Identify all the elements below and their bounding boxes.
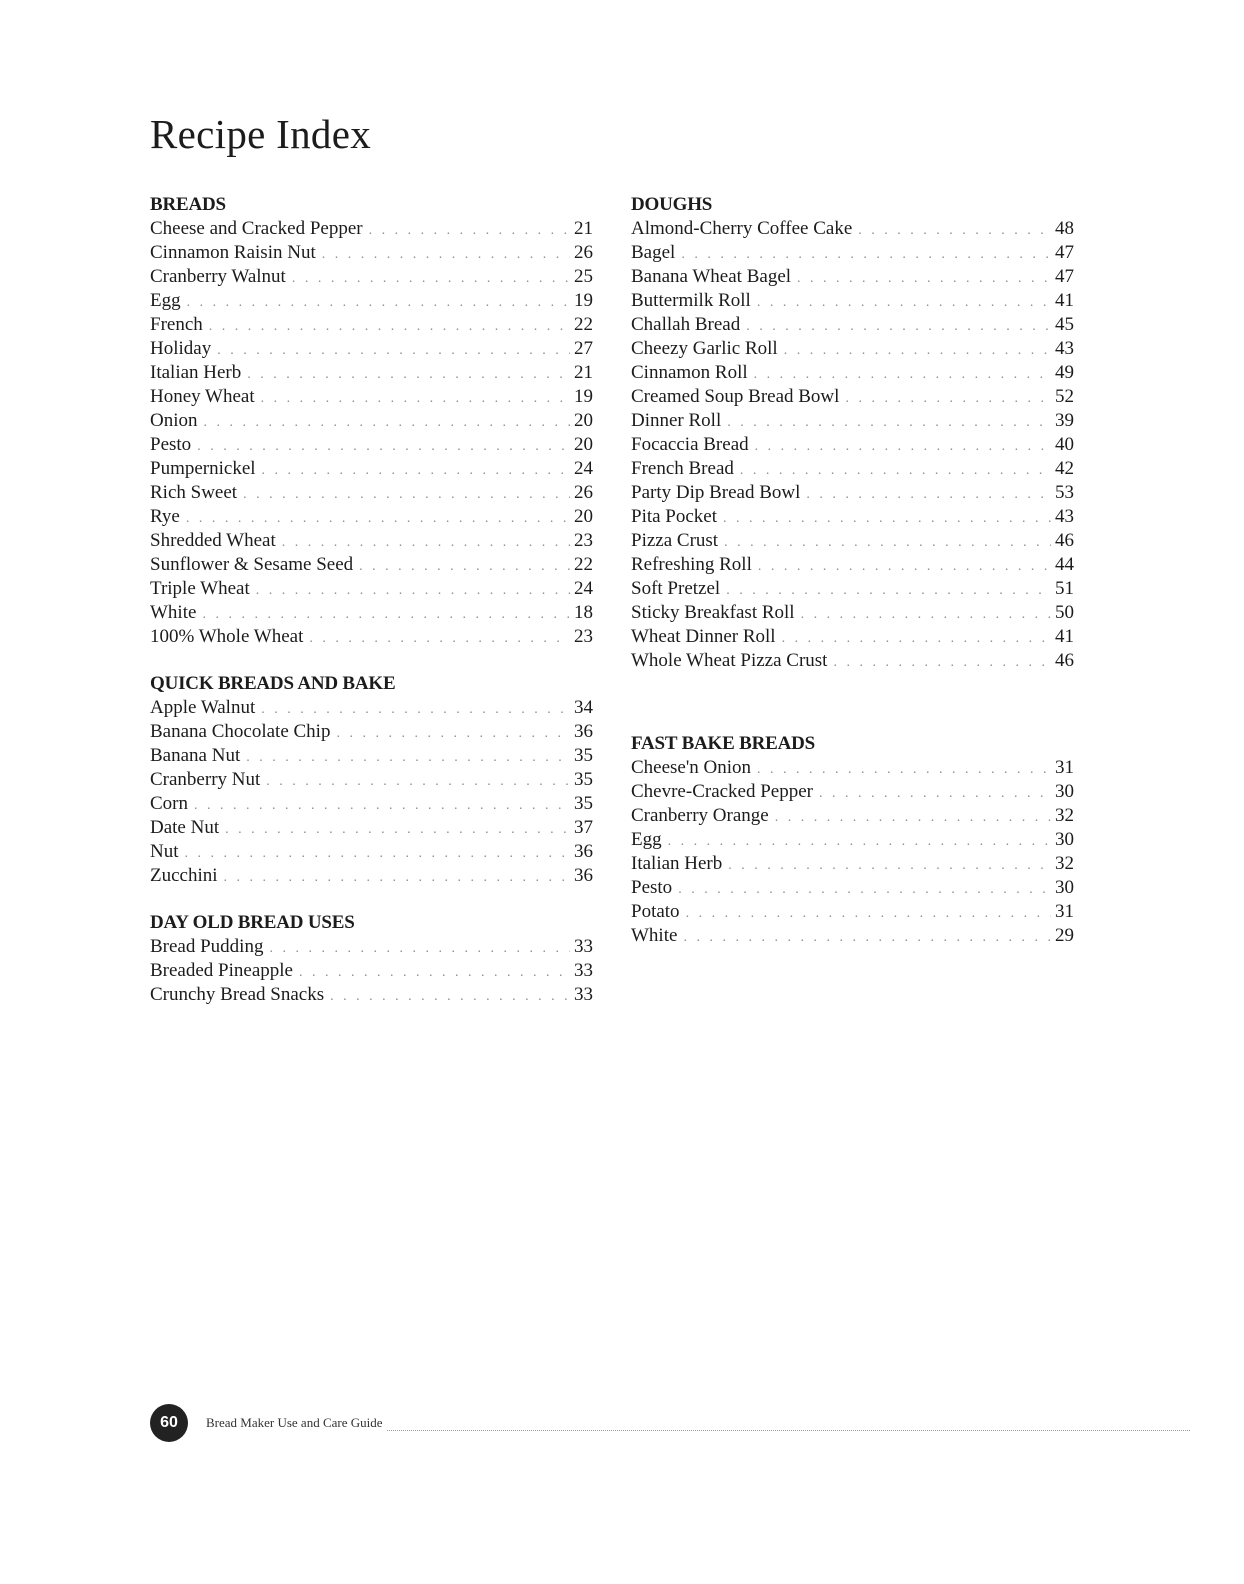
page-number: 53 [1055,482,1074,503]
page-number-badge: 60 [150,1404,188,1442]
index-entry [631,756,1074,780]
dot-leader [322,243,570,267]
recipe-name: Almond-Cherry Coffee Cake [631,218,853,239]
page-title: Recipe Index [150,111,372,157]
dot-leader [784,339,1051,363]
recipe-name: Potato [631,901,680,922]
page-number: 35 [574,745,593,766]
recipe-name: Sticky Breakfast Roll [631,602,795,623]
page-number: 33 [574,984,593,1005]
dot-leader [224,866,570,890]
dot-leader [282,531,570,555]
dot-leader [247,363,570,387]
page-number: 24 [574,578,593,599]
index-entry [631,313,1074,337]
index-entry [631,553,1074,577]
recipe-name: Date Nut [150,817,220,838]
index-entry [631,217,1074,241]
recipe-name: Bagel [631,242,676,263]
section-heading: FAST BAKE BREADS [631,733,816,754]
recipe-name: Focaccia Bread [631,434,749,455]
dot-leader [806,483,1051,507]
page-number: 21 [574,218,593,239]
dot-leader [246,746,570,770]
guide-title: Bread Maker Use and Care Guide [206,1415,383,1430]
recipe-name: Egg [150,290,181,311]
page-number: 24 [574,458,593,479]
index-entry [631,289,1074,313]
index-entry [631,481,1074,505]
page-number: 36 [574,841,593,862]
page-number: 46 [1055,530,1074,551]
page-number: 33 [574,960,593,981]
page-number: 19 [574,290,593,311]
dot-leader [225,818,570,842]
dot-leader [243,483,570,507]
dot-leader [819,782,1051,806]
entry-list [631,756,1074,948]
index-entry [150,337,593,361]
recipe-name: Apple Walnut [150,697,256,718]
dot-leader [782,627,1051,651]
dot-leader [797,267,1051,291]
recipe-name: Whole Wheat Pizza Crust [631,650,828,671]
index-entry [631,457,1074,481]
index-entry [631,852,1074,876]
index-entry [150,289,593,313]
recipe-name: Breaded Pineapple [150,960,293,981]
index-entry [150,959,593,983]
recipe-name: Party Dip Bread Bowl [631,482,801,503]
page-number: 49 [1055,362,1074,383]
entry-list [150,696,593,888]
page-number: 23 [574,530,593,551]
recipe-name: Pizza Crust [631,530,719,551]
page-number: 26 [574,242,593,263]
section-doughs [631,193,1074,673]
recipe-name: Cheese'n Onion [631,757,752,778]
dot-leader [261,387,570,411]
index-entry [631,505,1074,529]
recipe-name: Wheat Dinner Roll [631,626,776,647]
dot-leader [668,830,1051,854]
index-entry [150,433,593,457]
section-gap [631,696,1074,732]
page-number: 37 [574,817,593,838]
index-entry [150,935,593,959]
dot-leader [724,531,1051,555]
page-number: 32 [1055,805,1074,826]
index-entry [150,983,593,1007]
section-heading: DOUGHS [631,194,713,215]
page-number: 19 [574,386,593,407]
index-entry [631,924,1074,948]
section-breads [150,193,593,649]
page-number: 50 [1055,602,1074,623]
index-entry [150,744,593,768]
page-number: 36 [574,865,593,886]
page-number: 42 [1055,458,1074,479]
dot-leader [194,794,570,818]
dot-leader [336,722,570,746]
page-number: 25 [574,266,593,287]
page-number: 41 [1055,290,1074,311]
page-number: 35 [574,793,593,814]
page-number: 41 [1055,626,1074,647]
page-number: 22 [574,554,593,575]
dot-leader [197,435,570,459]
dot-leader [728,854,1051,878]
page-number: 52 [1055,386,1074,407]
dot-leader [727,411,1051,435]
page-footer [150,1404,1190,1442]
dot-leader [292,267,570,291]
index-entry [150,265,593,289]
dot-leader [740,459,1051,483]
index-entry [631,433,1074,457]
entry-list [150,217,593,649]
index-entry [631,361,1074,385]
recipe-name: Italian Herb [631,853,723,874]
index-entry [150,840,593,864]
page-number: 35 [574,769,593,790]
index-entry [150,816,593,840]
section-fast-bake-breads [631,732,1074,948]
page-number: 39 [1055,410,1074,431]
index-entry [631,828,1074,852]
dot-leader [256,579,570,603]
page-number: 22 [574,314,593,335]
dot-leader [204,411,571,435]
recipe-name: French Bread [631,458,734,479]
recipe-name: Pita Pocket [631,506,718,527]
index-entry [631,900,1074,924]
recipe-name: Banana Nut [150,745,241,766]
page-number: 46 [1055,650,1074,671]
index-entry [631,265,1074,289]
index-entry [631,409,1074,433]
index-entry [631,241,1074,265]
index-entry [631,577,1074,601]
recipe-name: Creamed Soup Bread Bowl [631,386,840,407]
section-heading: BREADS [150,194,226,215]
page-number: 44 [1055,554,1074,575]
index-entry [631,804,1074,828]
dot-leader [330,985,570,1009]
recipe-name: French [150,314,203,335]
dot-leader [269,937,570,961]
page-number: 33 [574,936,593,957]
page-number: 34 [574,697,593,718]
recipe-name: Dinner Roll [631,410,722,431]
recipe-name: Cinnamon Roll [631,362,748,383]
recipe-name: White [150,602,197,623]
dot-leader [185,842,571,866]
recipe-name: Banana Wheat Bagel [631,266,792,287]
page-number: 43 [1055,506,1074,527]
index-entry [150,720,593,744]
recipe-name: Chevre-Cracked Pepper [631,781,814,802]
page-number: 29 [1055,925,1074,946]
dot-leader [309,627,570,651]
recipe-name: Cheezy Garlic Roll [631,338,778,359]
recipe-name: Refreshing Roll [631,554,752,575]
index-entry [150,577,593,601]
dot-leader [262,459,570,483]
recipe-name: Rye [150,506,180,527]
dot-leader [758,555,1051,579]
index-entry [150,864,593,888]
recipe-name: Zucchini [150,865,218,886]
page-number: 26 [574,482,593,503]
dot-leader [757,758,1051,782]
index-entry [150,385,593,409]
recipe-name: Pesto [631,877,673,898]
dot-leader [775,806,1051,830]
dot-leader [686,902,1051,926]
page-number: 45 [1055,314,1074,335]
recipe-name: Cranberry Walnut [150,266,286,287]
index-entry [631,876,1074,900]
index-entry [150,768,593,792]
index-entry [631,385,1074,409]
dot-leader [266,770,570,794]
dot-leader [369,219,570,243]
section-quick-breads-and-bake [150,672,593,888]
index-entry [150,696,593,720]
index-entry [631,625,1074,649]
index-entry [631,649,1074,673]
index-entry [150,217,593,241]
page-number: 47 [1055,242,1074,263]
dot-leader [858,219,1051,243]
page-number: 30 [1055,829,1074,850]
section-heading: DAY OLD BREAD USES [150,912,355,933]
dot-leader [726,579,1051,603]
recipe-name: Egg [631,829,662,850]
dot-leader [261,698,570,722]
index-entry [150,457,593,481]
recipe-name: Triple Wheat [150,578,250,599]
dot-leader [833,651,1051,675]
dot-leader [757,291,1051,315]
index-entry [631,529,1074,553]
dot-leader [359,555,570,579]
page-number: 30 [1055,877,1074,898]
page-number: 36 [574,721,593,742]
footer-dotted-rule [387,1430,1190,1431]
recipe-name: Cranberry Orange [631,805,769,826]
right-index-column [631,193,1074,971]
dot-leader [217,339,570,363]
recipe-name: Rich Sweet [150,482,238,503]
page-number: 43 [1055,338,1074,359]
index-entry [150,361,593,385]
page-number: 18 [574,602,593,623]
recipe-name: Holiday [150,338,212,359]
dot-leader [723,507,1051,531]
page-number: 32 [1055,853,1074,874]
dot-leader [754,363,1051,387]
recipe-name: Italian Herb [150,362,242,383]
recipe-name: Onion [150,410,198,431]
recipe-name: White [631,925,678,946]
dot-leader [755,435,1051,459]
dot-leader [683,926,1051,950]
dot-leader [681,243,1051,267]
dot-leader [187,291,570,315]
recipe-name: Buttermilk Roll [631,290,751,311]
page-number: 30 [1055,781,1074,802]
recipe-name: Corn [150,793,188,814]
index-entry [150,625,593,649]
page-number: 23 [574,626,593,647]
recipe-name: Nut [150,841,179,862]
index-entry [150,553,593,577]
page-number: 20 [574,410,593,431]
dot-leader [209,315,570,339]
index-entry [150,313,593,337]
recipe-name: Challah Bread [631,314,741,335]
index-entry [631,337,1074,361]
page-number: 31 [1055,757,1074,778]
recipe-name: Soft Pretzel [631,578,721,599]
page-number: 47 [1055,266,1074,287]
dot-leader [202,603,570,627]
recipe-name: Cranberry Nut [150,769,261,790]
page-number: 51 [1055,578,1074,599]
page-number: 20 [574,506,593,527]
page-number: 21 [574,362,593,383]
dot-leader [299,961,570,985]
recipe-name: Cinnamon Raisin Nut [150,242,316,263]
index-entry [631,601,1074,625]
page-number: 27 [574,338,593,359]
recipe-name: Banana Chocolate Chip [150,721,331,742]
recipe-name: Pumpernickel [150,458,256,479]
recipe-name: Cheese and Cracked Pepper [150,218,363,239]
recipe-name: Pesto [150,434,192,455]
recipe-name: Crunchy Bread Snacks [150,984,325,1005]
section-day-old-bread-uses [150,911,593,1007]
recipe-name: 100% Whole Wheat [150,626,304,647]
page-number: 40 [1055,434,1074,455]
dot-leader [801,603,1051,627]
dot-leader [746,315,1051,339]
recipe-name: Bread Pudding [150,936,264,957]
dot-leader [845,387,1051,411]
index-entry [150,529,593,553]
index-entry [150,409,593,433]
index-entry [150,481,593,505]
recipe-name: Honey Wheat [150,386,255,407]
page-number: 31 [1055,901,1074,922]
index-entry [150,241,593,265]
page-number: 48 [1055,218,1074,239]
index-entry [150,601,593,625]
left-index-column [150,193,593,1030]
index-entry [631,780,1074,804]
dot-leader [186,507,570,531]
entry-list [631,217,1074,673]
section-heading: QUICK BREADS AND BAKE [150,673,396,694]
index-entry [150,505,593,529]
recipe-name: Sunflower & Sesame Seed [150,554,354,575]
recipe-name: Shredded Wheat [150,530,276,551]
entry-list [150,935,593,1007]
index-entry [150,792,593,816]
dot-leader [678,878,1051,902]
page-number: 20 [574,434,593,455]
